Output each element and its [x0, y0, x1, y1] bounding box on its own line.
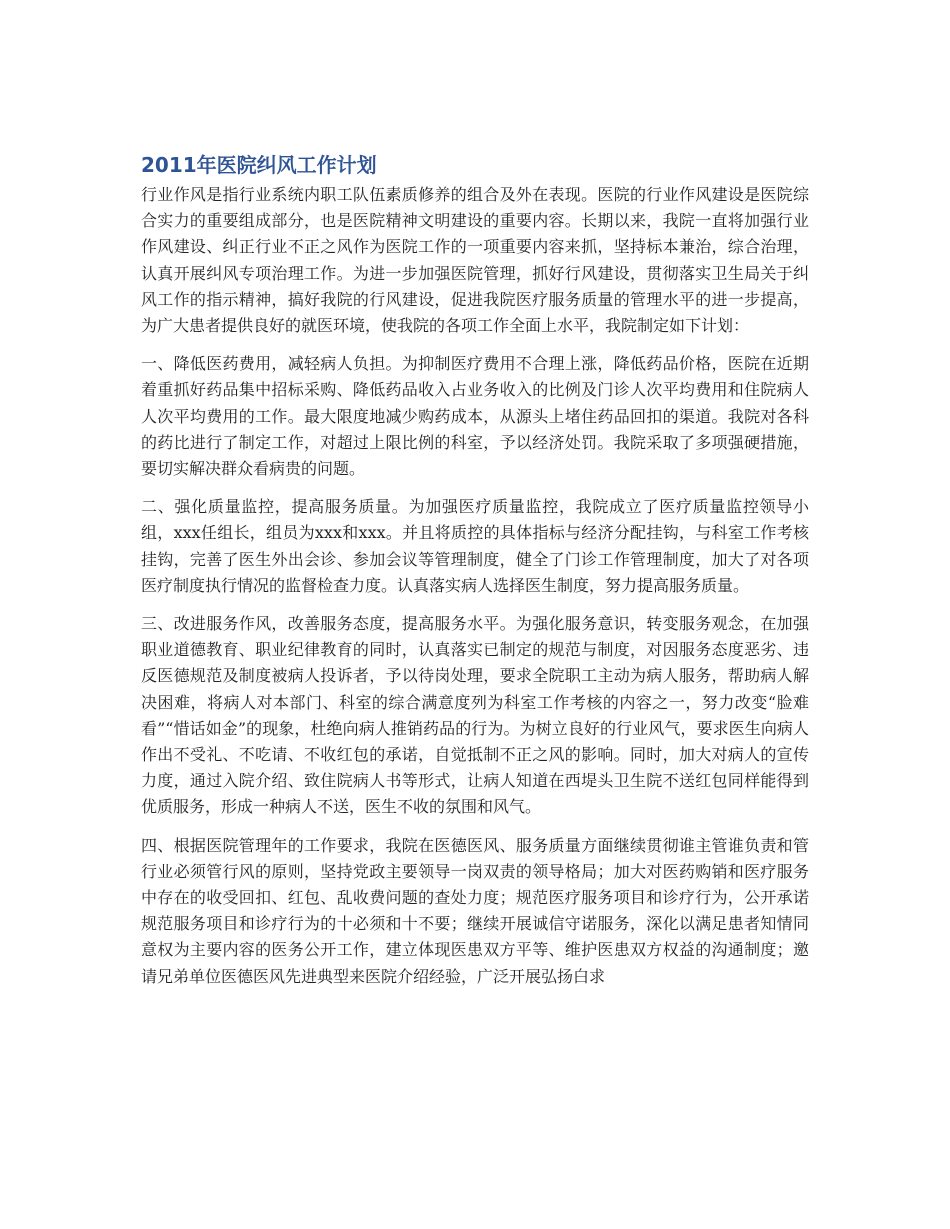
- section-1-paragraph: 一、降低医药费用，减轻病人负担。为抑制医疗费用不合理上涨，降低药品价格，医院在近期着重抓好药品集中招标采购、降低药品收入占业务收入的比例及门诊人次平均费用和住院病人人次平均费用的工作。最大限度地减少购药成本，从源头上堵住药品回扣的渠道。我院对各科的药比进行了制定工作，对超过上限比例的科室，予以经济处罚。我院采取了多项强硬措施，要切实解决群众看病贵的问题。: [141, 354, 809, 479]
- section-3-paragraph: 三、改进服务作风，改善服务态度，提高服务水平。为强化服务意识，转变服务观念，在加强职业道德教育、职业纪律教育的同时，认真落实已制定的规范与制度，对因服务态度恶劣、违反医德规范及制度被病人投诉者，予以待岗处理，要求全院职工主动为病人服务，帮助病人解决困难，将病人对本部门、科室的综合满意度列为科室工作考核的内容之一，努力改变“脸难看”“惜话如金”的现象，杜绝向病人推销药品的行为。为树立良好的行业风气，要求医生向病人作出不受礼、不吃请、不收红包的承诺，自觉抵制不正之风的影响。同时，加大对病人的宣传力度，通过入院介绍、致住院病人书等形式，让病人知道在西堤头卫生院不送红包同样能得到优质服务，形成一种病人不送，医生不收的氛围和风气。: [141, 614, 809, 817]
- document-title: 2011年医院纠风工作计划: [141, 153, 377, 177]
- section-2-paragraph: 二、强化质量监控，提高服务质量。为加强医疗质量监控，我院成立了医疗质量监控领导小组，xxx任组长，组员为xxx和xxx。并且将质控的具体指标与经济分配挂钩，与科室工作考核挂钩，完善了医生外出会诊、参加会议等管理制度，健全了门诊工作管理制度，加大了对各项医疗制度执行情况的监督检查力度。认真落实病人选择医生制度，努力提高服务质量。: [141, 497, 809, 595]
- document-body: [141, 150, 809, 1002]
- intro-paragraph: 行业作风是指行业系统内职工队伍素质修养的组合及外在表现。医院的行业作风建设是医院综合实力的重要组成部分，也是医院精神文明建设的重要内容。长期以来，我院一直将加强行业作风建设、纠正行业不正之风作为医院工作的一项重要内容来抓，坚持标本兼治，综合治理，认真开展纠风专项治理工作。为进一步加强医院管理，抓好行风建设，贯彻落实卫生局关于纠风工作的指示精神，搞好我院的行风建设，促进我院医疗服务质量的管理水平的进一步提高，为广大患者提供良好的就医环境，使我院的各项工作全面上水平，我院制定如下计划：: [141, 185, 809, 336]
- section-4-paragraph: 四、根据医院管理年的工作要求，我院在医德医风、服务质量方面继续贯彻谁主管谁负责和管行业必须管行风的原则，坚持党政主要领导一岗双责的领导格局；加大对医药购销和医疗服务中存在的收受回扣、红包、乱收费问题的查处力度；规范医疗服务项目和诊疗行为，公开承诺规范服务项目和诊疗行为的十必须和十不要；继续开展诚信守诺服务，深化以满足患者知情同意权为主要内容的医务公开工作，建立体现医患双方平等、维护医患双方权益的沟通制度；邀请兄弟单位医德医风先进典型来医院介绍经验，广泛开展弘扬白求: [141, 835, 809, 986]
